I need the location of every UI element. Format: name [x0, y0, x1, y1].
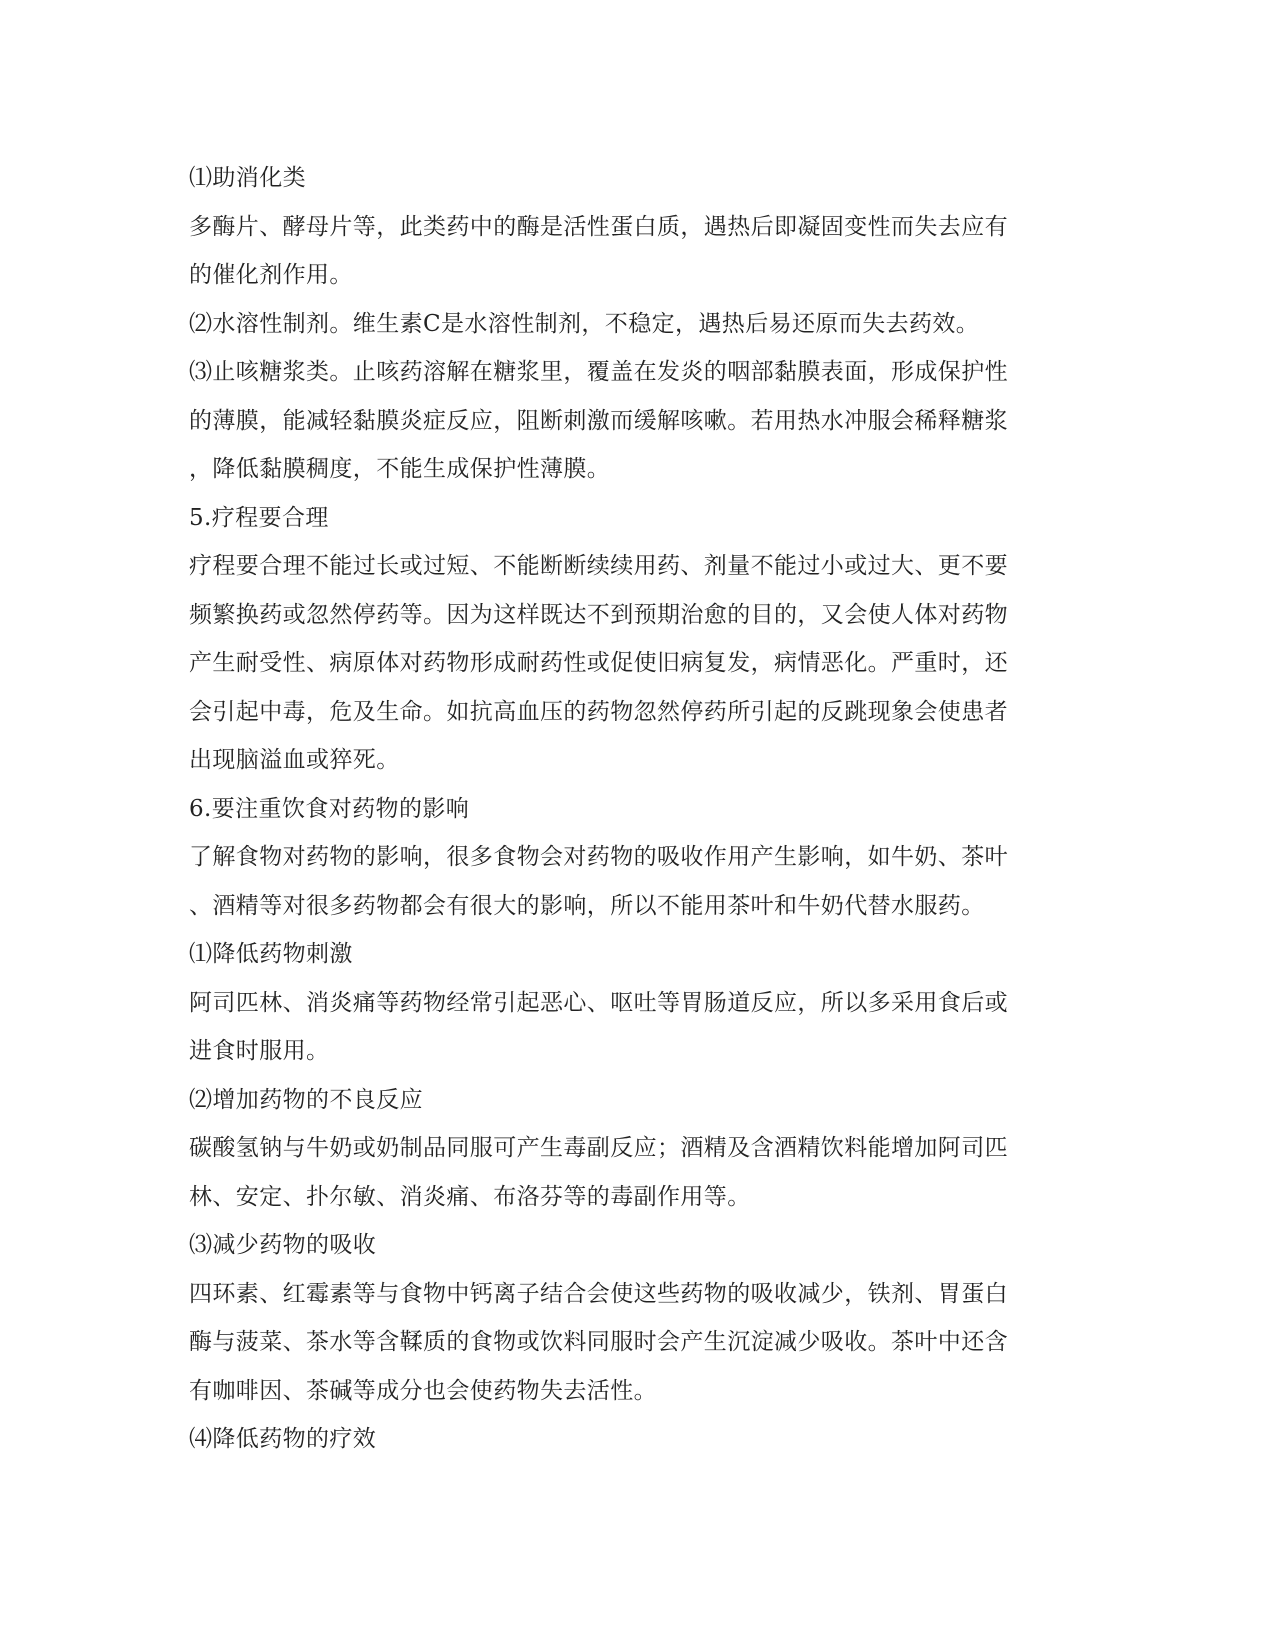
- subheading-reduce-efficacy: ⑷降低药物的疗效: [189, 1426, 377, 1452]
- paragraph-line: 四环素、红霉素等与食物中钙离子结合会使这些药物的吸收减少，铁剂、胃蛋白: [189, 1280, 1008, 1307]
- paragraph-line: 频繁换药或忽然停药等。因为这样既达不到预期治愈的目的，又会使人体对药物: [189, 601, 1008, 628]
- section-heading-diet-effects: 6.要注重饮食对药物的影响: [189, 795, 470, 822]
- paragraph-line: 进食时服用。: [189, 1038, 330, 1064]
- paragraph-line: 疗程要合理不能过长或过短、不能断断续续用药、剂量不能过小或过大、更不要: [189, 553, 1008, 579]
- paragraph-line: ⑵水溶性制剂。维生素C是水溶性制剂，不稳定，遇热后易还原而失去药效。: [189, 310, 980, 337]
- subheading-digestive-aids: ⑴助消化类: [189, 165, 306, 191]
- subheading-reduce-irritation: ⑴降低药物刺激: [189, 941, 353, 967]
- paragraph-line: 出现脑溢血或猝死。: [189, 747, 400, 773]
- paragraph-line: 、酒精等对很多药物都会有很大的影响，所以不能用茶叶和牛奶代替水服药。: [189, 892, 985, 919]
- paragraph-line: 的催化剂作用。: [189, 262, 353, 288]
- subheading-adverse-reactions: ⑵增加药物的不良反应: [189, 1086, 423, 1113]
- paragraph-line: 会引起中毒，危及生命。如抗高血压的药物忽然停药所引起的反跳现象会使患者: [189, 698, 1008, 725]
- paragraph-line: 的薄膜，能减轻黏膜炎症反应，阻断刺激而缓解咳嗽。若用热水冲服会稀释糖浆: [189, 407, 1008, 434]
- paragraph-line: 碳酸氢钠与牛奶或奶制品同服可产生毒副反应；酒精及含酒精饮料能增加阿司匹: [189, 1135, 1008, 1161]
- subheading-reduce-absorption: ⑶减少药物的吸收: [189, 1232, 377, 1258]
- paragraph-line: 酶与菠菜、茶水等含鞣质的食物或饮料同服时会产生沉淀减少吸收。茶叶中还含: [189, 1329, 1008, 1355]
- paragraph-line: 阿司匹林、消炎痛等药物经常引起恶心、呕吐等胃肠道反应，所以多采用食后或: [189, 989, 1008, 1016]
- paragraph-line: ⑶止咳糖浆类。止咳药溶解在糖浆里，覆盖在发炎的咽部黏膜表面，形成保护性: [189, 359, 1008, 385]
- paragraph-line: ，降低黏膜稠度，不能生成保护性薄膜。: [189, 456, 611, 482]
- paragraph-line: 产生耐受性、病原体对药物形成耐药性或促使旧病复发，病情恶化。严重时，还: [189, 650, 1008, 676]
- document-body: [189, 154, 1069, 1464]
- paragraph-line: 林、安定、扑尔敏、消炎痛、布洛芬等的毒副作用等。: [189, 1183, 751, 1210]
- paragraph-line: 多酶片、酵母片等，此类药中的酶是活性蛋白质，遇热后即凝固变性而失去应有: [189, 213, 1008, 240]
- paragraph-line: 了解食物对药物的影响，很多食物会对药物的吸收作用产生影响，如牛奶、茶叶: [189, 844, 1008, 870]
- paragraph-line: 有咖啡因、茶碱等成分也会使药物失去活性。: [189, 1377, 657, 1404]
- section-heading-course-of-treatment: 5.疗程要合理: [189, 504, 329, 531]
